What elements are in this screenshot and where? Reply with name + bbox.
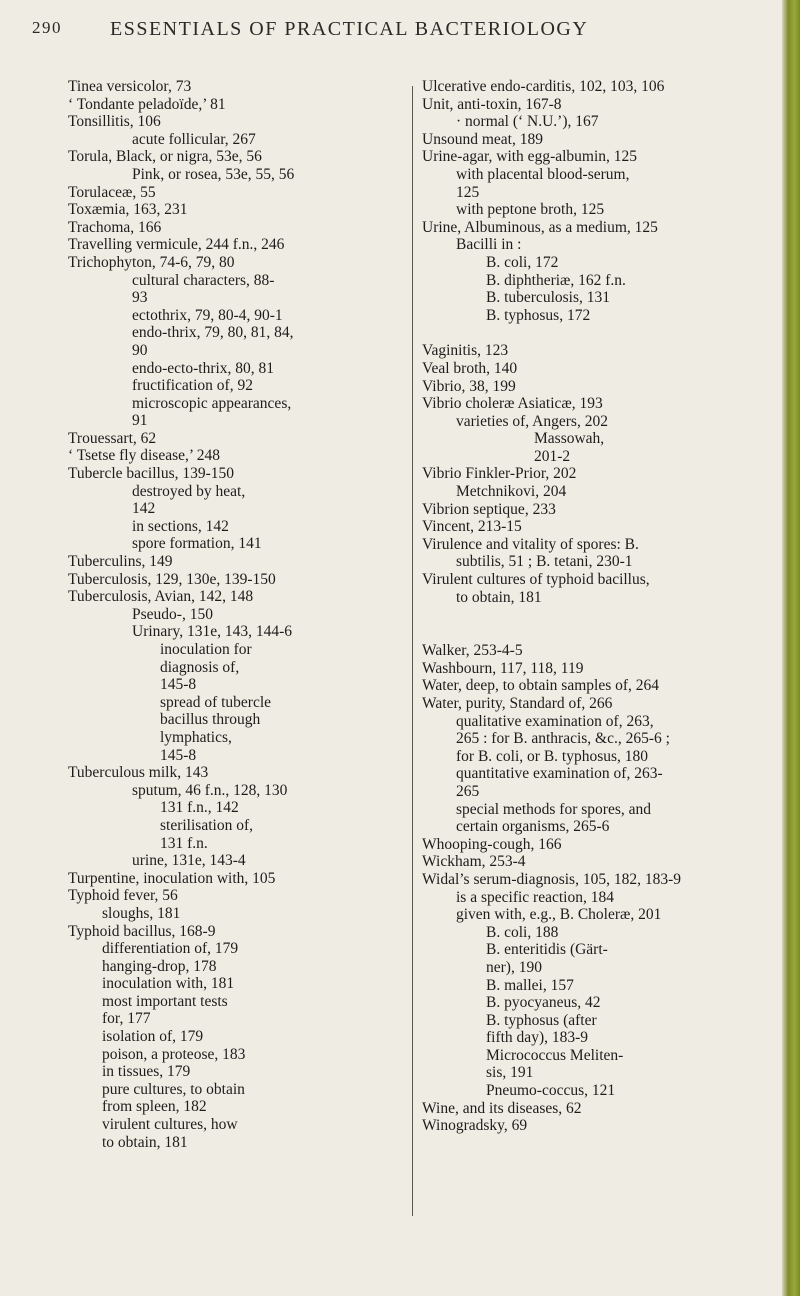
index-entry: B. coli, 188 xyxy=(486,923,559,941)
index-entry: Trichophyton, 74-6, 79, 80 xyxy=(68,253,235,271)
index-entry: fifth day), 183-9 xyxy=(486,1029,589,1047)
index-entry: Trouessart, 62 xyxy=(68,429,157,447)
index-entry: Widal’s serum-diagnosis, 105, 182, 183-9 xyxy=(422,870,681,888)
index-entry: subtilis, 51 ; B. tetani, 230-1 xyxy=(456,553,633,571)
index-entry: Typhoid bacillus, 168-9 xyxy=(68,922,216,940)
index-entry: for, 177 xyxy=(102,1010,151,1028)
index-entry: Urinary, 131e, 143, 144-6 xyxy=(132,623,292,641)
index-entry: 131 f.n., 142 xyxy=(160,799,239,817)
index-entry: Virulence and vitality of spores: B. xyxy=(422,535,639,553)
index-entry: Urine-agar, with egg-albumin, 125 xyxy=(422,148,638,166)
index-entry: Tuberculins, 149 xyxy=(68,553,173,571)
index-entry: pure cultures, to obtain xyxy=(102,1080,245,1098)
index-entry: 265 xyxy=(456,782,480,800)
index-entry: differentiation of, 179 xyxy=(102,940,239,958)
index-entry: destroyed by heat, xyxy=(132,482,246,500)
index-entry: with placental blood-serum, xyxy=(456,165,630,183)
index-entry: Vibrio choleræ Asiaticæ, 193 xyxy=(422,395,603,413)
index-entry: varieties of, Angers, 202 xyxy=(456,412,608,430)
index-entry: virulent cultures, how xyxy=(102,1116,238,1134)
index-entry: 145-8 xyxy=(160,746,197,764)
index-entry: B. coli, 172 xyxy=(486,253,559,271)
index-entry: B. typhosus, 172 xyxy=(486,306,591,324)
index-entry: B. mallei, 157 xyxy=(486,976,574,994)
index-entry: Vincent, 213-15 xyxy=(422,518,522,536)
page-header xyxy=(32,18,760,54)
index-entry: Unsound meat, 189 xyxy=(422,130,543,148)
index-entry: inoculation for xyxy=(160,641,252,658)
index-entry: 93 xyxy=(132,289,148,307)
index-entry: endo-ecto-thrix, 80, 81 xyxy=(132,359,275,377)
index-entry: Virulent cultures of typhoid bacillus, xyxy=(422,571,650,589)
index-entry: B. enteritidis (Gärt- xyxy=(486,941,608,959)
index-entry: spore formation, 141 xyxy=(132,535,262,553)
index-entry: Tuberculous milk, 143 xyxy=(68,764,209,782)
index-entry: qualitative examination of, 263, xyxy=(456,712,654,730)
index-entry: isolation of, 179 xyxy=(102,1028,204,1046)
index-entry: diagnosis of, xyxy=(160,658,240,676)
index-entry: Bacilli in : xyxy=(456,236,522,254)
index-entry: Metchnikovi, 204 xyxy=(456,483,567,501)
index-entry: 91 xyxy=(132,412,148,430)
index-entry: 201-2 xyxy=(534,447,571,465)
index-entry: Walker, 253-4-5 xyxy=(422,642,523,660)
index-entry: sloughs, 181 xyxy=(102,904,181,922)
index-entry: in tissues, 179 xyxy=(102,1063,191,1081)
index-entry: Washbourn, 117, 118, 119 xyxy=(422,659,584,677)
index-entry: bacillus through xyxy=(160,711,261,729)
page-edge-strip xyxy=(782,0,800,1296)
index-entry: · normal (‘ N.U.’), 167 xyxy=(456,113,599,131)
index-entry: Vibrio Finkler-Prior, 202 xyxy=(422,465,577,483)
index-entry: poison, a proteose, 183 xyxy=(102,1045,246,1063)
index-entry: Winogradsky, 69 xyxy=(422,1117,528,1135)
index-entry: B. pyocyaneus, 42 xyxy=(486,994,601,1012)
index-entry: Tubercle bacillus, 139-150 xyxy=(68,465,235,483)
index-column-left xyxy=(68,78,404,1151)
index-entry: B. typhosus (after xyxy=(486,1011,597,1029)
index-entry: for B. coli, or B. typhosus, 180 xyxy=(456,747,649,765)
index-entry: with peptone broth, 125 xyxy=(456,201,605,219)
index-entry: to obtain, 181 xyxy=(102,1133,188,1151)
index-entry: quantitative examination of, 263- xyxy=(456,765,663,783)
spacer xyxy=(422,624,772,642)
index-entry: Water, purity, Standard of, 266 xyxy=(422,695,613,712)
index-entry: sterilisation of, xyxy=(160,816,253,834)
index-entry: Vibrion septique, 233 xyxy=(422,500,556,518)
index-entry: Ulcerative endo-carditis, 102, 103, 106 xyxy=(422,78,665,95)
index-entry: Tuberculosis, 129, 130e, 139-150 xyxy=(68,570,276,588)
column-divider xyxy=(412,86,413,1216)
index-entry: ‘ Tsetse fly disease,’ 248 xyxy=(68,447,221,465)
index-entry: inoculation with, 181 xyxy=(102,975,235,993)
index-entry: Veal broth, 140 xyxy=(422,359,518,377)
spacer xyxy=(422,606,772,624)
index-entry: Micrococcus Meliten- xyxy=(486,1046,624,1064)
index-entry: sputum, 46 f.n., 128, 130 xyxy=(132,781,288,799)
index-entry: ‘ Tondante peladoïde,’ 81 xyxy=(68,95,226,113)
index-entry: 265 : for B. anthracis, &c., 265-6 ; xyxy=(456,730,670,748)
spacer xyxy=(422,324,772,342)
index-entry: hanging-drop, 178 xyxy=(102,957,217,975)
index-entry: 131 f.n. xyxy=(160,834,208,852)
index-entry: Urine, Albuminous, as a medium, 125 xyxy=(422,218,658,236)
index-column-right xyxy=(422,78,772,1135)
index-entry: Pneumo-coccus, 121 xyxy=(486,1082,616,1100)
index-entry: endo-thrix, 79, 80, 81, 84, xyxy=(132,324,294,342)
page-number: 290 xyxy=(32,18,62,37)
index-entry: Trachoma, 166 xyxy=(68,218,162,236)
index-entry: given with, e.g., B. Choleræ, 201 xyxy=(456,906,662,924)
index-entry: 145-8 xyxy=(160,676,197,694)
index-entry: fructification of, 92 xyxy=(132,377,253,395)
index-entry: Tonsillitis, 106 xyxy=(68,113,161,131)
index-entry: lymphatics, xyxy=(160,728,232,746)
index-entry: from spleen, 182 xyxy=(102,1098,207,1116)
index-entry: Tinea versicolor, 73 xyxy=(68,78,192,95)
index-entry: to obtain, 181 xyxy=(456,588,542,606)
index-entry: sis, 191 xyxy=(486,1064,534,1082)
index-entry: 125 xyxy=(456,183,480,201)
index-entry: 142 xyxy=(132,500,156,518)
index-entry: urine, 131e, 143-4 xyxy=(132,852,246,870)
index-entry: ectothrix, 79, 80-4, 90-1 xyxy=(132,306,283,324)
index-entry: Torulaceæ, 55 xyxy=(68,183,156,201)
index-entry: Toxæmia, 163, 231 xyxy=(68,201,188,219)
index-entry: B. diphtheriæ, 162 f.n. xyxy=(486,271,626,289)
index-entry: acute follicular, 267 xyxy=(132,130,256,148)
running-title: ESSENTIALS OF PRACTICAL BACTERIOLOGY xyxy=(110,18,589,40)
index-entry: special methods for spores, and xyxy=(456,800,651,818)
index-entry: Turpentine, inoculation with, 105 xyxy=(68,869,276,887)
index-entry: Pseudo-, 150 xyxy=(132,605,213,623)
index-entry: Torula, Black, or nigra, 53e, 56 xyxy=(68,148,262,166)
index-entry: Tuberculosis, Avian, 142, 148 xyxy=(68,588,254,606)
index-entry: in sections, 142 xyxy=(132,517,229,535)
index-entry: ner), 190 xyxy=(486,958,542,976)
index-entry: Vaginitis, 123 xyxy=(422,342,509,360)
index-entry: Vibrio, 38, 199 xyxy=(422,377,516,395)
index-entry: Travelling vermicule, 244 f.n., 246 xyxy=(68,236,285,254)
index-entry: certain organisms, 265-6 xyxy=(456,818,610,836)
index-entry: Whooping-cough, 166 xyxy=(422,835,562,853)
index-entry: is a specific reaction, 184 xyxy=(456,888,614,906)
index-entry: cultural characters, 88- xyxy=(132,271,275,289)
index-entry: 90 xyxy=(132,341,148,359)
index-entry: most important tests xyxy=(102,992,228,1010)
index-entry: Pink, or rosea, 53e, 55, 56 xyxy=(132,165,295,183)
index-entry: spread of tubercle xyxy=(160,693,272,711)
index-entry: Unit, anti-toxin, 167-8 xyxy=(422,95,562,113)
index-entry: microscopic appearances, xyxy=(132,394,292,412)
index-entry: Wine, and its diseases, 62 xyxy=(422,1099,582,1117)
index-entry: Typhoid fever, 56 xyxy=(68,887,178,905)
index-entry: B. tuberculosis, 131 xyxy=(486,289,610,307)
index-entry: Water, deep, to obtain samples of, 264 xyxy=(422,677,660,695)
index-entry: Massowah, xyxy=(534,430,605,448)
index-entry: Wickham, 253-4 xyxy=(422,853,526,871)
